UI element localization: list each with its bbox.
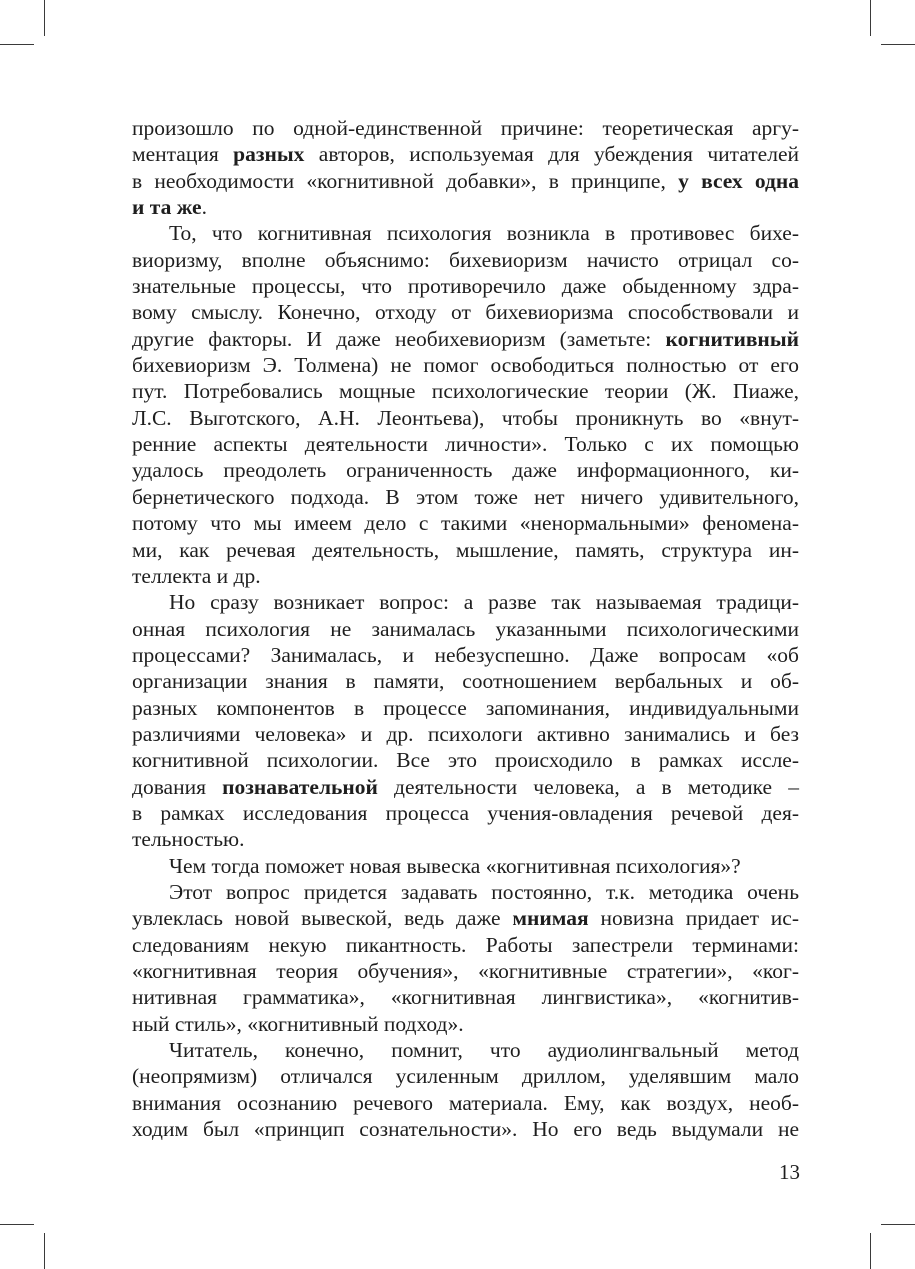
bold-text: мнимая (512, 906, 589, 931)
text-run: (неопрямизм) отличался усиленным дриллом, уделявшим мало (132, 1064, 799, 1089)
text-run: внимания осознанию речевого материала. Ему, как воздух, необ- (132, 1090, 799, 1115)
text-run: дования (132, 774, 223, 799)
text-line (132, 747, 799, 773)
text-line (132, 1037, 799, 1063)
text-line (132, 431, 799, 457)
text-run: То, что когнитивная психология возникла в противовес бихе- (169, 221, 799, 246)
text-line (132, 853, 799, 879)
body-text (132, 115, 799, 1142)
text-run: . (201, 195, 207, 220)
text-run: другие факторы. И даже необихевиоризм (заметьте: (132, 326, 666, 351)
text-run: авторов, используемая для убеждения читателей (304, 142, 799, 167)
text-run: ный стиль», «когнитивный подход». (132, 1011, 464, 1036)
text-line (132, 774, 799, 800)
text-line (132, 721, 799, 747)
text-line (132, 1090, 799, 1116)
text-run: ми, как речевая деятельность, мышление, память, структура ин- (132, 537, 799, 562)
text-run: пут. Потребовались мощные психологические теории (Ж. Пиаже, (132, 379, 799, 404)
text-run: Л.С. Выготского, А.Н. Леонтьева), чтобы проникнуть во «внут- (132, 405, 799, 430)
text-line (132, 879, 799, 905)
text-line (132, 378, 799, 404)
text-line (132, 141, 799, 167)
text-run: в рамках исследования процесса учения-овладения речевой дея- (132, 800, 799, 825)
text-run: Этот вопрос придется задавать постоянно, т.к. методика очень (169, 879, 799, 904)
text-run: увлеклась новой вывеской, ведь даже (132, 906, 513, 931)
text-run: «когнитивная теория обучения», «когнитивные стратегии», «ког- (132, 959, 799, 983)
text-line (132, 510, 799, 536)
text-run: ренние аспекты деятельности личности». Только с их помощью (132, 432, 799, 457)
bold-text: когнитивный (665, 326, 799, 351)
text-line (132, 695, 799, 721)
text-run: произошло по одной-единственной причине: теоретическая аргу- (132, 116, 799, 140)
page-number: 13 (779, 1160, 800, 1184)
crop-mark (44, 0, 45, 36)
crop-mark (870, 1233, 871, 1269)
text-run: процессами? Занималась, и небезуспешно. Даже вопросам «об (132, 642, 799, 667)
text-run: бихевиоризм Э. Толмена) не помог освободиться полностью от его (132, 353, 799, 378)
text-line (132, 247, 799, 273)
text-run: виоризму, вполне объяснимо: бихевиоризм начисто отрицал со- (132, 247, 799, 272)
text-run: Чем тогда поможет новая вывеска «когнитивная психология»? (169, 853, 741, 878)
text-run: вому смыслу. Конечно, отходу от бихевиоризма способствовали и (132, 300, 799, 325)
bold-text: разных (233, 142, 305, 167)
text-run: удалось преодолеть ограниченность даже информационного, ки- (132, 458, 799, 483)
bold-text: познавательной (222, 774, 378, 799)
text-run: деятельности человека, а в методике – (377, 774, 799, 799)
text-run: нитивная грамматика», «когнитивная лингвистика», «когнитив- (132, 985, 799, 1010)
text-run: ментация (132, 142, 234, 167)
text-line (132, 484, 799, 510)
text-run: разных компонентов в процессе запоминания, индивидуальными (132, 695, 799, 720)
text-run: потому что мы имеем дело с такими «ненормальными» феномена- (132, 511, 799, 536)
text-line (132, 1116, 799, 1142)
text-line (132, 589, 799, 615)
crop-mark (44, 1233, 45, 1269)
text-line (132, 273, 799, 299)
text-run: знательные процессы, что противоречило даже обыденному здра- (132, 274, 799, 299)
text-line (132, 220, 799, 246)
text-line (132, 299, 799, 325)
crop-mark (0, 1224, 34, 1225)
text-run: теллекта и др. (132, 563, 261, 588)
text-line (132, 457, 799, 483)
text-line (132, 932, 799, 958)
text-run: в необходимости «когнитивной добавки», в принципе, (132, 168, 679, 193)
text-run: тельностью. (132, 827, 245, 852)
text-line (132, 905, 799, 931)
text-run: Но сразу возникает вопрос: а разве так называемая традици- (169, 590, 799, 615)
text-line (132, 642, 799, 668)
text-line (132, 326, 799, 352)
text-line (132, 616, 799, 642)
text-run: следованиям некую пикантность. Работы запестрели терминами: (132, 932, 799, 957)
text-line (132, 405, 799, 431)
text-line (132, 168, 799, 194)
text-run: ходим был «принцип сознательности». Но его ведь выдумали не (132, 1117, 799, 1142)
text-line (132, 1011, 799, 1037)
text-run: организации знания в памяти, соотношением вербальных и об- (132, 669, 799, 694)
crop-mark (881, 1224, 915, 1225)
text-run: различиями человека» и др. психологи активно занимались и без (132, 721, 799, 746)
text-line (132, 352, 799, 378)
text-line (132, 194, 799, 220)
text-line (132, 115, 799, 141)
text-run: новизна придает ис- (588, 906, 799, 931)
text-line (132, 537, 799, 563)
crop-mark (0, 44, 34, 45)
crop-mark (881, 44, 915, 45)
text-line (132, 984, 799, 1010)
text-run: бернетического подхода. В этом тоже нет ничего удивительного, (132, 484, 799, 509)
text-run: Читатель, конечно, помнит, что аудиолингвальный метод (169, 1038, 799, 1063)
text-run: онная психология не занималась указанными психологическими (132, 616, 799, 641)
crop-mark (870, 0, 871, 36)
bold-text: у всех одна (678, 168, 800, 193)
text-line (132, 800, 799, 826)
text-line (132, 958, 799, 984)
bold-text: и та же (132, 195, 202, 220)
text-line (132, 1063, 799, 1089)
text-run: когнитивной психологии. Все это происходило в рамках иссле- (132, 748, 799, 773)
text-line (132, 563, 799, 589)
text-line (132, 826, 799, 852)
text-line (132, 668, 799, 694)
